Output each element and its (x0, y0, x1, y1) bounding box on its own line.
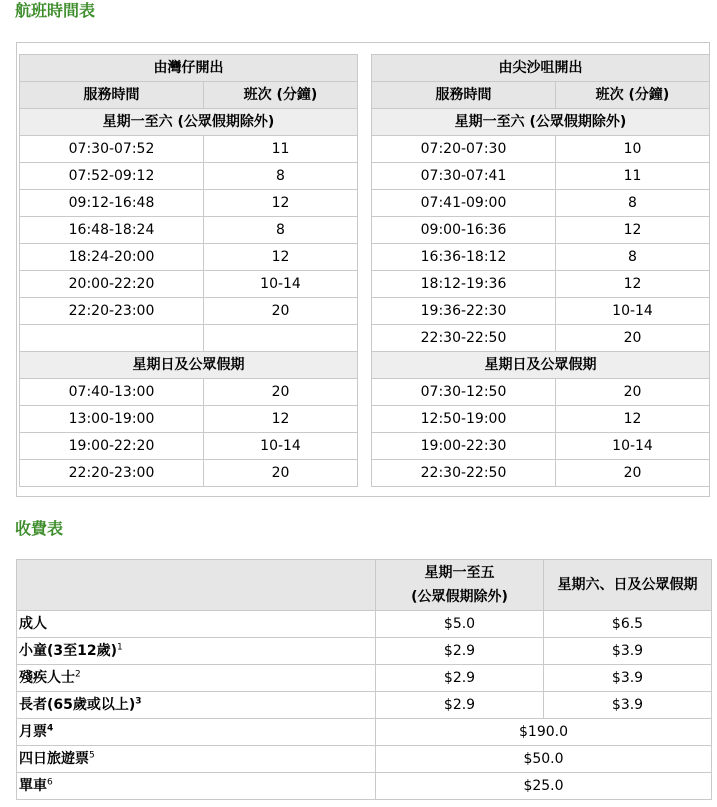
fare-row (17, 611, 712, 638)
frequency-cell: 20 (556, 460, 710, 487)
fare-header-row (17, 560, 712, 611)
service-time-cell: 20:00-22:20 (20, 271, 204, 298)
schedule-row (20, 244, 358, 271)
weekday-section-label-row (20, 109, 358, 136)
service-time-cell: 07:30-07:52 (20, 136, 204, 163)
fare-category-label (17, 773, 376, 800)
schedule-row (372, 460, 710, 487)
schedule-row (372, 433, 710, 460)
frequency-cell: 11 (556, 163, 710, 190)
frequency-cell: 12 (556, 271, 710, 298)
fare-header-weekend: 星期六、日及公眾假期 (544, 560, 712, 611)
service-time-cell: 16:36-18:12 (372, 244, 556, 271)
weekday-section-label-row (372, 109, 710, 136)
fare-weekend-price: $3.9 (544, 638, 712, 665)
frequency-cell: 11 (204, 136, 358, 163)
schedule-row (372, 217, 710, 244)
schedule-column-header-row (20, 82, 358, 109)
frequency-cell: 10-14 (556, 433, 710, 460)
holiday-section-label-row (372, 352, 710, 379)
schedule-row (20, 379, 358, 406)
frequency-cell: 12 (556, 406, 710, 433)
fare-category-text: 四日旅遊票 (19, 751, 89, 767)
footnote-marker: 6 (47, 777, 53, 788)
fare-flat-price: $50.0 (376, 746, 712, 773)
fare-weekend-price: $6.5 (544, 611, 712, 638)
fare-row (17, 692, 712, 719)
schedule-row (20, 298, 358, 325)
fare-row (17, 665, 712, 692)
service-time-cell: 22:30-22:50 (372, 325, 556, 352)
column-header-frequency: 班次 (分鐘) (556, 82, 710, 109)
fare-category-text: 月票 (19, 724, 47, 740)
footnote-marker: 4 (47, 723, 54, 734)
frequency-cell: 8 (204, 163, 358, 190)
frequency-cell (204, 325, 358, 352)
fare-flat-price: $190.0 (376, 719, 712, 746)
frequency-cell: 12 (204, 190, 358, 217)
schedule-container (16, 42, 710, 497)
fare-category-label (17, 692, 376, 719)
frequency-cell: 10 (556, 136, 710, 163)
schedule-row (20, 460, 358, 487)
column-header-service-time: 服務時間 (20, 82, 204, 109)
service-time-cell: 22:20-23:00 (20, 298, 204, 325)
fare-row (17, 719, 712, 746)
fare-category-label (17, 719, 376, 746)
schedule-row (20, 433, 358, 460)
service-time-cell: 12:50-19:00 (372, 406, 556, 433)
column-header-service-time: 服務時間 (372, 82, 556, 109)
schedule-row (20, 271, 358, 298)
schedule-row (372, 271, 710, 298)
service-time-cell: 09:00-16:36 (372, 217, 556, 244)
footnote-marker: 2 (75, 669, 81, 680)
holiday-section-label: 星期日及公眾假期 (372, 352, 710, 379)
fare-flat-price: $25.0 (376, 773, 712, 800)
schedule-heading-row (372, 55, 710, 82)
footnote-marker: 5 (89, 750, 95, 761)
frequency-cell: 10-14 (556, 298, 710, 325)
frequency-cell: 20 (204, 379, 358, 406)
frequency-cell: 20 (556, 379, 710, 406)
schedule-row (20, 190, 358, 217)
fare-category-text: 小童(3至12歲) (19, 643, 118, 659)
weekday-section-label: 星期一至六 (公眾假期除外) (372, 109, 710, 136)
fare-header-weekday: 星期一至五 (公眾假期除外) (376, 560, 544, 611)
schedule-table-wanchai (19, 54, 358, 487)
frequency-cell: 8 (556, 190, 710, 217)
fare-weekend-price: $3.9 (544, 665, 712, 692)
frequency-cell: 20 (204, 298, 358, 325)
schedule-row (372, 298, 710, 325)
fare-weekday-price: $2.9 (376, 692, 544, 719)
service-time-cell (20, 325, 204, 352)
fare-weekday-price: $2.9 (376, 665, 544, 692)
service-time-cell: 16:48-18:24 (20, 217, 204, 244)
frequency-cell: 10-14 (204, 433, 358, 460)
fare-row (17, 773, 712, 800)
weekday-section-label: 星期一至六 (公眾假期除外) (20, 109, 358, 136)
fare-category-label (17, 665, 376, 692)
fare-category-label (17, 638, 376, 665)
service-time-cell: 18:24-20:00 (20, 244, 204, 271)
service-time-cell: 22:20-23:00 (20, 460, 204, 487)
service-time-cell: 07:40-13:00 (20, 379, 204, 406)
frequency-cell: 20 (556, 325, 710, 352)
fare-weekday-price: $2.9 (376, 638, 544, 665)
schedule-title: 航班時間表 (15, 1, 96, 20)
service-time-cell: 13:00-19:00 (20, 406, 204, 433)
service-time-cell: 07:30-07:41 (372, 163, 556, 190)
service-time-cell: 07:41-09:00 (372, 190, 556, 217)
fare-category-text: 殘疾人士 (19, 670, 75, 686)
schedule-row (20, 136, 358, 163)
schedule-row (20, 163, 358, 190)
schedule-row (372, 136, 710, 163)
fare-category-text: 長者(65歲或以上) (19, 697, 136, 713)
schedule-row (20, 406, 358, 433)
schedule-row (372, 163, 710, 190)
schedule-table-tsimshatsui (371, 54, 710, 487)
frequency-cell: 12 (204, 244, 358, 271)
service-time-cell: 07:20-07:30 (372, 136, 556, 163)
schedule-row (372, 244, 710, 271)
schedule-row (372, 379, 710, 406)
fare-header-blank (17, 560, 376, 611)
service-time-cell: 07:30-12:50 (372, 379, 556, 406)
frequency-cell: 20 (204, 460, 358, 487)
holiday-section-label-row (20, 352, 358, 379)
service-time-cell: 19:00-22:20 (20, 433, 204, 460)
schedule-heading: 由尖沙咀開出 (372, 55, 710, 82)
schedule-row (20, 217, 358, 244)
schedule-row (20, 325, 358, 352)
service-time-cell: 19:36-22:30 (372, 298, 556, 325)
service-time-cell: 18:12-19:36 (372, 271, 556, 298)
fare-row (17, 638, 712, 665)
fare-category-label (17, 746, 376, 773)
footnote-marker: 1 (117, 642, 123, 653)
schedule-row (372, 406, 710, 433)
frequency-cell: 12 (556, 217, 710, 244)
service-time-cell: 07:52-09:12 (20, 163, 204, 190)
fare-weekend-price: $3.9 (544, 692, 712, 719)
schedule-heading-row (20, 55, 358, 82)
fare-row (17, 746, 712, 773)
service-time-cell: 19:00-22:30 (372, 433, 556, 460)
schedule-row (372, 325, 710, 352)
column-header-frequency: 班次 (分鐘) (204, 82, 358, 109)
fare-weekday-price: $5.0 (376, 611, 544, 638)
schedule-heading: 由灣仔開出 (20, 55, 358, 82)
fare-category-text: 成人 (19, 616, 47, 632)
footnote-marker: 3 (135, 696, 142, 707)
fare-table (16, 559, 712, 800)
frequency-cell: 8 (556, 244, 710, 271)
service-time-cell: 09:12-16:48 (20, 190, 204, 217)
holiday-section-label: 星期日及公眾假期 (20, 352, 358, 379)
service-time-cell: 22:30-22:50 (372, 460, 556, 487)
fare-title: 收費表 (15, 519, 64, 538)
frequency-cell: 10-14 (204, 271, 358, 298)
frequency-cell: 8 (204, 217, 358, 244)
frequency-cell: 12 (204, 406, 358, 433)
schedule-row (372, 190, 710, 217)
schedule-column-header-row (372, 82, 710, 109)
fare-category-text: 單車 (19, 778, 47, 794)
fare-category-label (17, 611, 376, 638)
